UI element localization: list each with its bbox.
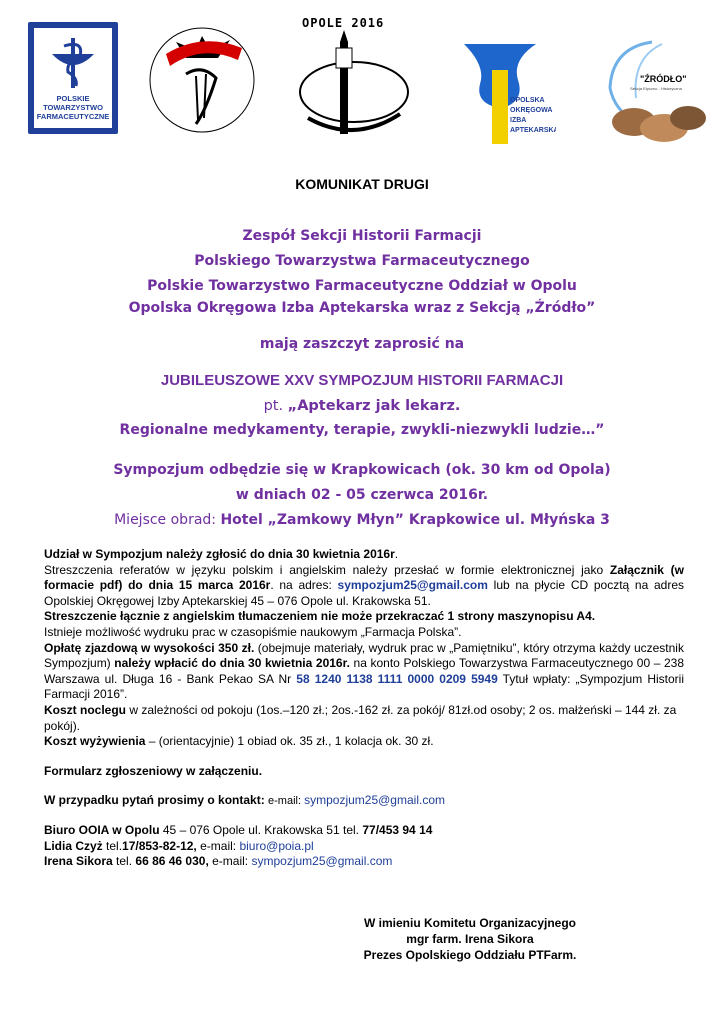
fee-deadline: należy wpłacić do dnia 30 kwietnia 2016r. — [114, 656, 350, 671]
email-label: e-mail: — [196, 838, 240, 853]
ooia-shield-icon — [456, 40, 556, 150]
contact-lidia-email-link[interactable]: biuro@poia.pl — [239, 838, 314, 853]
venue-line — [0, 512, 724, 528]
symposium-title: JUBILEUSZOWE XXV SYMPOZJUM HISTORII FARMACJI — [160, 372, 564, 389]
svg-text:IZBA: IZBA — [510, 117, 527, 124]
contact-lidia — [44, 839, 684, 855]
contact-lidia-phone: 17/853-82-12, — [122, 838, 197, 853]
fee-paragraph — [44, 641, 684, 703]
opole-caption: OPOLE 2016 — [302, 16, 385, 30]
contact-irena-name: Irena Sikora — [44, 854, 113, 869]
symposium-subtitle-2: Regionalne medykamenty, terapie, zwykli-niezwykli ludzie…” — [119, 422, 605, 438]
venue-name: Hotel „Zamkowy Młyn” Krapkowice ul. Młyńska 3 — [220, 512, 610, 528]
abstracts-text-3: lub na płycie CD pocztą na adres Opolskiej Okręgowej Izby Aptekarskiej 45 – 076 Opole ul. Krakowska 51. — [44, 578, 684, 608]
page-title: KOMUNIKAT DRUGI — [295, 176, 429, 192]
period: . — [394, 547, 399, 561]
office-address: 45 – 076 Opole ul. Krakowska 51 tel. — [159, 822, 363, 837]
signature-line-3: Prezes Opolskiego Oddziału PTFarm. — [363, 948, 577, 962]
office-phone: 77/453 94 14 — [362, 822, 433, 837]
meals-cost — [44, 734, 684, 750]
contact-line — [44, 793, 684, 810]
organizer-line-2: Polskiego Towarzystwa Farmaceutycznego — [194, 253, 530, 269]
form-note-text: Formularz zgłoszeniowy w załączeniu. — [44, 763, 263, 778]
organizer-line-4: Opolska Okręgowa Izba Aptekarska wraz z Sekcją „Źródło” — [128, 300, 596, 316]
eagle-seal-icon — [146, 14, 258, 142]
organizer-line-1: Zespół Sekcji Historii Farmacji — [242, 228, 482, 244]
lodging-text: w zależności od pokoju (1os.–120 zł.; 2os.-162 zł. za pokój/ 81zł.od osoby; 2 os. małżeński – 144 zł. za pokój). — [44, 702, 677, 733]
contact-label: W przypadku pytań prosimy o kontakt: — [44, 793, 269, 808]
meals-text: – (orientacyjnie) 1 obiad ok. 35 zł., 1 kolacja ok. 30 zł. — [145, 734, 434, 749]
opole-2016-logo — [288, 14, 414, 144]
fee-text-1: (obejmuje materiały, wydruk prac w „Pamiętniku”, który otrzyma każdy uczestnik Sympozjum) — [44, 640, 684, 671]
details-section — [44, 547, 684, 870]
registration-deadline — [44, 547, 684, 563]
abstracts-text-2: . na adres: — [270, 578, 338, 593]
abstract-length-text: Streszczenie łącznie z angielskim tłumaczeniem nie może przekraczać 1 strony maszynopisu A4. — [44, 609, 596, 624]
registration-deadline-text: Udział w Sympozjum należy zgłosić do dnia 30 kwietnia 2016r — [44, 547, 395, 561]
ptf-logo-text: POLSKIE TOWARZYSTWO FARMACEUTYCZNE — [36, 94, 110, 121]
contact-office — [44, 823, 684, 839]
venue-label: Miejsce obrad: — [114, 512, 221, 528]
subtitle-text: „Aptekarz jak lekarz. — [287, 398, 461, 414]
lodging-label: Koszt noclegu — [44, 702, 127, 717]
symposium-subtitle — [0, 398, 724, 414]
contact-email-link[interactable]: sympozjum25@gmail.com — [304, 793, 445, 808]
location-line-2: w dniach 02 - 05 czerwca 2016r. — [235, 487, 489, 503]
zrodlo-caption: "ŹRÓDŁO" — [640, 74, 687, 84]
meals-label: Koszt wyżywienia — [44, 734, 146, 749]
abstracts-deadline: Załącznik (w formacie pdf) do dnia 15 marca 2016r — [44, 562, 685, 593]
zrodlo-logo — [592, 38, 708, 150]
contact-irena — [44, 854, 684, 870]
logo-row — [28, 14, 708, 154]
publication-note: Istnieje możliwość wydruku prac w czasopiśmie naukowym „Farmacja Polska”. — [44, 624, 462, 639]
fee-amount: Opłatę zjazdową w wysokości 350 zł. — [44, 640, 255, 655]
abstracts-text-1: Streszczenia referatów w języku polskim i angielskim należy przesłać w formie elektronicznej jako — [44, 562, 610, 577]
svg-text:APTEKARSKA: APTEKARSKA — [510, 127, 556, 134]
form-note — [44, 764, 684, 780]
contact-irena-email-link[interactable]: sympozjum25@gmail.com — [251, 854, 393, 869]
invitation-line: mają zaszczyt zaprosić na — [259, 336, 465, 352]
office-name: Biuro OOIA w Opolu — [44, 822, 160, 837]
signature-line-2: mgr farm. Irena Sikora — [406, 932, 534, 946]
svg-text:OKRĘGOWA: OKRĘGOWA — [510, 107, 553, 114]
abstract-length-note — [44, 609, 684, 625]
tel-label: tel. — [102, 838, 123, 853]
tower-icon — [288, 28, 414, 144]
fee-title: Tytuł wpłaty: „Sympozjum Historii Farmacji 2016”. — [44, 671, 685, 702]
subtitle-prefix: pt. — [263, 398, 288, 414]
contact-lidia-name: Lidia Czyż — [44, 838, 103, 853]
zrodlo-subcaption: Sekcja Etyczno - Historyczna — [630, 86, 682, 91]
svg-text:OPOLSKA: OPOLSKA — [510, 97, 545, 104]
lodging-cost — [44, 703, 684, 734]
fee-text-2: na konto Polskiego Towarzystwa Farmaceutycznego 00 – 238 Warszawa ul. Długa 16 - Bank Pekao SA Nr — [44, 656, 684, 686]
location-line-1: Sympozjum odbędzie się w Krapkowicach (ok. 30 km od Opola) — [113, 462, 611, 478]
shf-logo — [146, 14, 258, 142]
signature-line-1: W imieniu Komitetu Organizacyjnego — [363, 916, 577, 930]
ooia-logo — [456, 40, 556, 150]
stones-water-icon — [592, 38, 708, 150]
ptf-logo — [28, 22, 118, 134]
tel-label: tel. — [112, 854, 136, 869]
bowl-of-hygieia-icon — [44, 32, 102, 92]
organizer-line-3: Polskie Towarzystwo Farmaceutyczne Oddział w Opolu — [147, 278, 577, 294]
contact-email-label: e-mail: — [268, 795, 305, 808]
email-label: e-mail: — [208, 854, 252, 869]
bank-account-number: 58 1240 1138 1111 0000 0209 5949 — [296, 671, 498, 686]
symposium-email-link[interactable]: sympozjum25@gmail.com — [337, 578, 488, 593]
signature-block — [340, 915, 600, 963]
contact-irena-phone: 66 86 46 030, — [135, 854, 209, 869]
abstracts-paragraph — [44, 563, 684, 610]
